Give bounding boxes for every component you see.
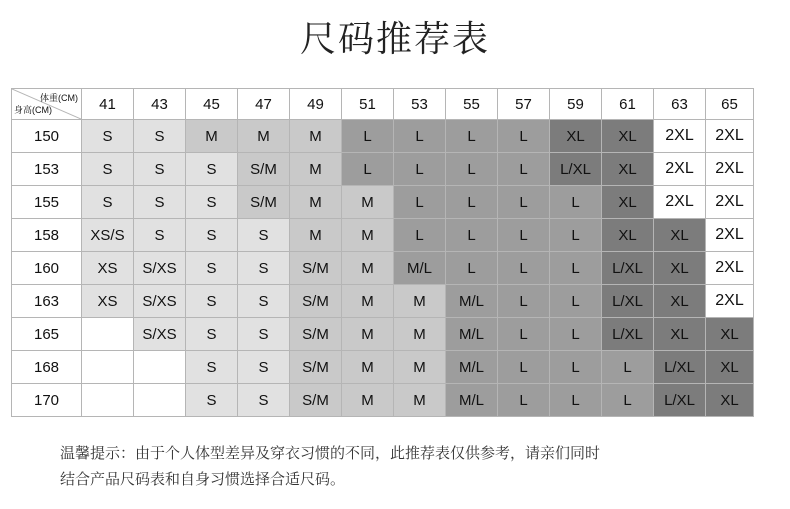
size-cell: S xyxy=(134,120,186,153)
size-cell: S xyxy=(186,153,238,186)
size-cell: L xyxy=(550,186,602,219)
size-cell: M xyxy=(290,153,342,186)
size-cell: L xyxy=(550,219,602,252)
size-cell: 2XL xyxy=(706,219,754,252)
size-cell: XL xyxy=(602,219,654,252)
size-cell xyxy=(134,384,186,417)
size-cell: L xyxy=(550,318,602,351)
size-cell: S/M xyxy=(290,351,342,384)
size-cell: M/L xyxy=(446,351,498,384)
table-row xyxy=(12,318,754,351)
size-cell: 2XL xyxy=(706,186,754,219)
size-cell: S/XS xyxy=(134,252,186,285)
size-cell: XL xyxy=(602,186,654,219)
size-cell xyxy=(82,384,134,417)
weight-header-45: 45 xyxy=(186,89,238,120)
size-cell: S xyxy=(186,318,238,351)
size-cell: S xyxy=(238,318,290,351)
size-cell: M xyxy=(342,219,394,252)
size-cell: 2XL xyxy=(706,153,754,186)
size-cell: L/XL xyxy=(550,153,602,186)
weight-header-65: 65 xyxy=(706,89,754,120)
size-cell: L xyxy=(498,219,550,252)
size-cell: M xyxy=(342,318,394,351)
size-cell: L xyxy=(550,285,602,318)
size-cell: L xyxy=(394,120,446,153)
size-cell: L xyxy=(446,186,498,219)
weight-header-55: 55 xyxy=(446,89,498,120)
height-cell: 168 xyxy=(12,351,82,384)
size-cell: M/L xyxy=(446,318,498,351)
size-cell: M xyxy=(342,351,394,384)
size-cell: M xyxy=(290,186,342,219)
size-cell: XL xyxy=(654,219,706,252)
size-cell: M/L xyxy=(394,252,446,285)
weight-header-63: 63 xyxy=(654,89,706,120)
size-cell: S xyxy=(238,351,290,384)
size-cell: S xyxy=(134,153,186,186)
size-cell: S xyxy=(186,252,238,285)
weight-header-41: 41 xyxy=(82,89,134,120)
size-cell: S xyxy=(238,252,290,285)
size-cell: M xyxy=(342,186,394,219)
size-cell: L/XL xyxy=(602,285,654,318)
size-cell: S xyxy=(238,285,290,318)
size-cell: XL xyxy=(654,252,706,285)
size-cell: L xyxy=(342,153,394,186)
weight-header-57: 57 xyxy=(498,89,550,120)
size-cell: S xyxy=(186,384,238,417)
size-cell: L/XL xyxy=(654,384,706,417)
size-cell: L xyxy=(550,252,602,285)
weight-header-61: 61 xyxy=(602,89,654,120)
size-cell: S/M xyxy=(238,186,290,219)
tip-line-2: 结合产品尺码表和自身习惯选择合适尺码。 xyxy=(60,470,346,488)
table-row xyxy=(12,120,754,153)
size-cell: L xyxy=(394,186,446,219)
size-cell: L xyxy=(498,186,550,219)
size-cell: S/XS xyxy=(134,318,186,351)
weight-header-43: 43 xyxy=(134,89,186,120)
table-row xyxy=(12,186,754,219)
size-cell: M xyxy=(342,252,394,285)
table-row xyxy=(12,351,754,384)
size-cell: S xyxy=(186,285,238,318)
size-cell: M xyxy=(290,120,342,153)
size-cell: L xyxy=(446,252,498,285)
size-cell: S/M xyxy=(290,285,342,318)
size-cell: M xyxy=(394,384,446,417)
size-cell: M xyxy=(394,318,446,351)
size-cell: L xyxy=(446,153,498,186)
table-row xyxy=(12,252,754,285)
size-cell: L xyxy=(498,252,550,285)
size-cell: XL xyxy=(706,384,754,417)
size-cell xyxy=(134,351,186,384)
height-cell: 160 xyxy=(12,252,82,285)
size-cell: XL xyxy=(602,120,654,153)
size-cell: S xyxy=(134,186,186,219)
size-cell: XS/S xyxy=(82,219,134,252)
size-cell: XL xyxy=(654,318,706,351)
weight-header-51: 51 xyxy=(342,89,394,120)
size-cell: M/L xyxy=(446,285,498,318)
size-cell: S xyxy=(238,384,290,417)
size-cell xyxy=(82,318,134,351)
size-cell: 2XL xyxy=(706,285,754,318)
page-title: 尺码推荐表 xyxy=(299,19,490,60)
size-cell: L xyxy=(498,120,550,153)
size-cell: L xyxy=(446,120,498,153)
size-cell: S xyxy=(82,120,134,153)
size-cell: S xyxy=(82,186,134,219)
size-cell: L xyxy=(498,318,550,351)
size-cell: M xyxy=(342,285,394,318)
weight-header-47: 47 xyxy=(238,89,290,120)
size-cell: S/M xyxy=(290,318,342,351)
weight-axis-label: 体重(CM) xyxy=(40,93,78,103)
height-cell: 170 xyxy=(12,384,82,417)
table-header-row xyxy=(12,89,754,120)
size-cell: 2XL xyxy=(706,252,754,285)
weight-header-59: 59 xyxy=(550,89,602,120)
size-cell: M xyxy=(290,219,342,252)
size-cell: M xyxy=(394,285,446,318)
size-cell: S xyxy=(238,219,290,252)
size-cell: M xyxy=(394,351,446,384)
height-cell: 153 xyxy=(12,153,82,186)
size-cell: L xyxy=(550,384,602,417)
size-cell: L xyxy=(498,384,550,417)
size-cell xyxy=(82,351,134,384)
height-cell: 158 xyxy=(12,219,82,252)
table-corner-cell xyxy=(12,89,82,120)
size-cell: L xyxy=(602,351,654,384)
size-cell: L xyxy=(446,219,498,252)
size-cell: L xyxy=(394,153,446,186)
size-cell: XS xyxy=(82,252,134,285)
size-cell: M/L xyxy=(446,384,498,417)
height-cell: 150 xyxy=(12,120,82,153)
size-cell: 2XL xyxy=(654,153,706,186)
size-cell: S xyxy=(134,219,186,252)
size-cell: S xyxy=(186,351,238,384)
size-cell: L xyxy=(498,285,550,318)
size-cell: M xyxy=(186,120,238,153)
tip-line-1: 温馨提示：由于个人体型差异及穿衣习惯的不同，此推荐表仅供参考，请亲们同时 xyxy=(60,444,601,462)
size-cell: L xyxy=(602,384,654,417)
size-chart-table xyxy=(11,88,754,417)
size-tip xyxy=(60,440,750,492)
weight-header-49: 49 xyxy=(290,89,342,120)
size-cell: S xyxy=(82,153,134,186)
size-cell: L xyxy=(498,153,550,186)
table-row xyxy=(12,285,754,318)
weight-header-53: 53 xyxy=(394,89,446,120)
size-cell: S xyxy=(186,186,238,219)
table-row xyxy=(12,219,754,252)
size-cell: L xyxy=(550,351,602,384)
size-cell: L/XL xyxy=(602,318,654,351)
size-cell: L/XL xyxy=(654,351,706,384)
size-cell: 2XL xyxy=(706,120,754,153)
table-row xyxy=(12,384,754,417)
height-cell: 163 xyxy=(12,285,82,318)
size-cell: S/M xyxy=(238,153,290,186)
height-axis-label: 身高(CM) xyxy=(14,105,52,115)
size-cell: XL xyxy=(550,120,602,153)
size-cell: L xyxy=(498,351,550,384)
size-cell: XL xyxy=(706,351,754,384)
height-cell: 165 xyxy=(12,318,82,351)
size-cell: XL xyxy=(706,318,754,351)
size-cell: M xyxy=(342,384,394,417)
size-cell: M xyxy=(238,120,290,153)
size-cell: S/XS xyxy=(134,285,186,318)
size-cell: XL xyxy=(602,153,654,186)
size-cell: XS xyxy=(82,285,134,318)
size-cell: 2XL xyxy=(654,120,706,153)
size-cell: S xyxy=(186,219,238,252)
size-cell: L xyxy=(342,120,394,153)
size-cell: L xyxy=(394,219,446,252)
size-cell: XL xyxy=(654,285,706,318)
height-cell: 155 xyxy=(12,186,82,219)
table-row xyxy=(12,153,754,186)
size-cell: 2XL xyxy=(654,186,706,219)
size-cell: S/M xyxy=(290,384,342,417)
size-cell: S/M xyxy=(290,252,342,285)
size-cell: L/XL xyxy=(602,252,654,285)
